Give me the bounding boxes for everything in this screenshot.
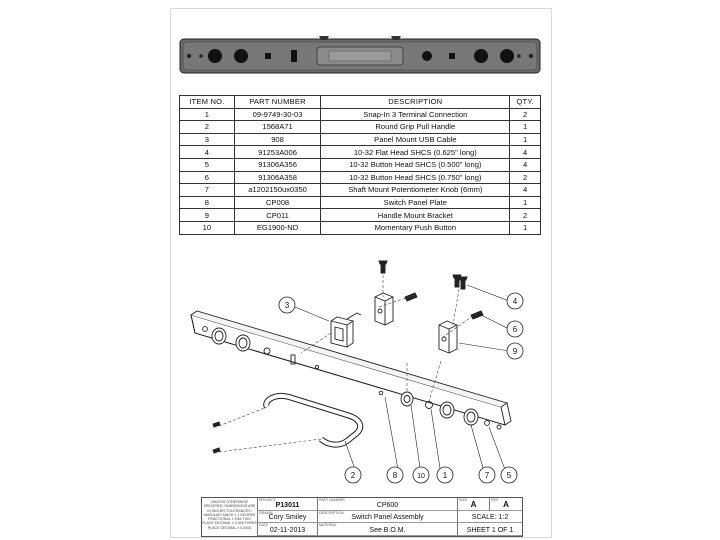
bom-cell-description: 10-32 Button Head SHCS (0.500" long) bbox=[321, 158, 510, 171]
callout-label-1: 1 bbox=[442, 471, 448, 480]
callout-label-9: 9 bbox=[512, 347, 518, 356]
bom-cell-part: 91306A356 bbox=[234, 158, 321, 171]
bom-cell-item: 6 bbox=[180, 171, 235, 184]
table-row bbox=[180, 108, 541, 121]
bom-cell-qty: 1 bbox=[510, 196, 541, 209]
bom-cell-description: Snap-In 3 Terminal Connection bbox=[321, 108, 510, 121]
table-row bbox=[180, 221, 541, 234]
table-row bbox=[180, 209, 541, 222]
drawn-cell bbox=[258, 511, 318, 523]
bom-cell-qty: 1 bbox=[510, 133, 541, 146]
bom-header-item: ITEM NO. bbox=[180, 96, 235, 109]
bom-cell-qty: 4 bbox=[510, 184, 541, 197]
title-block bbox=[201, 497, 523, 537]
callout-label-3: 3 bbox=[284, 301, 290, 310]
bom-cell-item: 10 bbox=[180, 221, 235, 234]
bom-cell-qty: 1 bbox=[510, 221, 541, 234]
part-value: CP600 bbox=[376, 502, 399, 509]
bom-cell-description: 10-32 Flat Head SHCS (0.625" long) bbox=[321, 146, 510, 159]
bom-cell-part: 09-9749-30-03 bbox=[234, 108, 321, 121]
tolerance-notes: UNLESS OTHERWISE SPECIFIED: DIMENSIONS ARE IN INCHES TOLERANCES: ANGULAR: MACH ± 1 DEGREE FRACTIONAL ± 1/64 TWO PLACE DECIMAL ± 0.005 THREE PLACE DECIMAL ± 0.0005 bbox=[202, 498, 258, 536]
bom-cell-description: Panel Mount USB Cable bbox=[321, 133, 510, 146]
bom-cell-part: 91306A358 bbox=[234, 171, 321, 184]
bom-cell-part: CP008 bbox=[234, 196, 321, 209]
callout-label-5: 5 bbox=[506, 471, 512, 480]
part-cell bbox=[318, 498, 458, 511]
bill-of-materials-table bbox=[179, 95, 541, 235]
bom-cell-qty: 1 bbox=[510, 121, 541, 134]
bom-cell-description: Shaft Mount Potentiometer Knob (6mm) bbox=[321, 184, 510, 197]
bom-cell-qty: 2 bbox=[510, 171, 541, 184]
bom-cell-item: 7 bbox=[180, 184, 235, 197]
callout-label-6: 6 bbox=[512, 325, 518, 334]
bom-cell-part: 1568A71 bbox=[234, 121, 321, 134]
table-row bbox=[180, 171, 541, 184]
bom-cell-item: 9 bbox=[180, 209, 235, 222]
bom-cell-item: 8 bbox=[180, 196, 235, 209]
panel-front-view bbox=[179, 33, 541, 79]
bom-cell-description: Switch Panel Plate bbox=[321, 196, 510, 209]
bom-cell-item: 4 bbox=[180, 146, 235, 159]
description-label: DESCRIPTION bbox=[319, 511, 344, 515]
bom-header-description: DESCRIPTION bbox=[321, 96, 510, 109]
scale-value: SCALE: 1:2 bbox=[471, 514, 509, 521]
table-row bbox=[180, 133, 541, 146]
callout-label-4: 4 bbox=[512, 297, 518, 306]
date-cell bbox=[258, 523, 318, 536]
size-value: A bbox=[470, 500, 477, 509]
sheet-value: SHEET 1 OF 1 bbox=[466, 527, 514, 534]
rev-cell bbox=[490, 498, 522, 511]
material-value: See B.O.M. bbox=[369, 527, 406, 534]
bom-cell-part: 91253A006 bbox=[234, 146, 321, 159]
bom-cell-qty: 2 bbox=[510, 108, 541, 121]
bom-cell-item: 1 bbox=[180, 108, 235, 121]
part-label: PART NUMBER bbox=[319, 498, 345, 502]
bom-cell-part: EG1900-ND bbox=[234, 221, 321, 234]
rev-value: A bbox=[503, 500, 509, 509]
table-row bbox=[180, 184, 541, 197]
callout-label-2: 2 bbox=[350, 471, 356, 480]
bom-header-part: PART NUMBER bbox=[234, 96, 321, 109]
table-row bbox=[180, 121, 541, 134]
bom-cell-description: Momentary Push Button bbox=[321, 221, 510, 234]
exploded-assembly-view bbox=[171, 241, 551, 503]
callout-label-8: 8 bbox=[392, 471, 398, 480]
callout-label-10: 10 bbox=[417, 473, 425, 480]
table-row bbox=[180, 196, 541, 209]
description-value: Switch Panel Assembly bbox=[351, 514, 424, 521]
drawn-value: Cory Smiley bbox=[268, 514, 307, 521]
bom-cell-item: 5 bbox=[180, 158, 235, 171]
bom-cell-description: Round Grip Pull Handle bbox=[321, 121, 510, 134]
bom-header-row bbox=[180, 96, 541, 109]
table-row bbox=[180, 158, 541, 171]
scale-cell bbox=[458, 511, 522, 523]
sheet-cell bbox=[458, 523, 522, 536]
bom-cell-qty: 4 bbox=[510, 158, 541, 171]
bom-cell-part: a1202150ux0350 bbox=[234, 184, 321, 197]
drawing-sheet bbox=[170, 8, 552, 538]
date-label: DATE bbox=[259, 523, 269, 527]
project-cell bbox=[258, 498, 318, 511]
project-value: P13011 bbox=[275, 502, 300, 509]
rev-label: REV bbox=[491, 498, 499, 502]
bom-cell-item: 2 bbox=[180, 121, 235, 134]
bom-cell-qty: 2 bbox=[510, 209, 541, 222]
bom-cell-description: 10-32 Button Head SHCS (0.750" long) bbox=[321, 171, 510, 184]
bom-cell-part: CP011 bbox=[234, 209, 321, 222]
project-label: PROJECT bbox=[259, 498, 276, 502]
drawn-label: DRAWN bbox=[259, 511, 273, 515]
date-value: 02-11-2013 bbox=[269, 527, 306, 534]
bom-cell-item: 3 bbox=[180, 133, 235, 146]
callout-label-7: 7 bbox=[484, 471, 490, 480]
description-cell bbox=[318, 511, 458, 523]
material-label: MATERIAL bbox=[319, 523, 337, 527]
bom-header-qty: QTY. bbox=[510, 96, 541, 109]
size-label: SIZE bbox=[459, 498, 467, 502]
material-cell bbox=[318, 523, 458, 536]
size-cell bbox=[458, 498, 490, 511]
bom-cell-part: 908 bbox=[234, 133, 321, 146]
table-row bbox=[180, 146, 541, 159]
bom-cell-qty: 4 bbox=[510, 146, 541, 159]
bom-cell-description: Handle Mount Bracket bbox=[321, 209, 510, 222]
